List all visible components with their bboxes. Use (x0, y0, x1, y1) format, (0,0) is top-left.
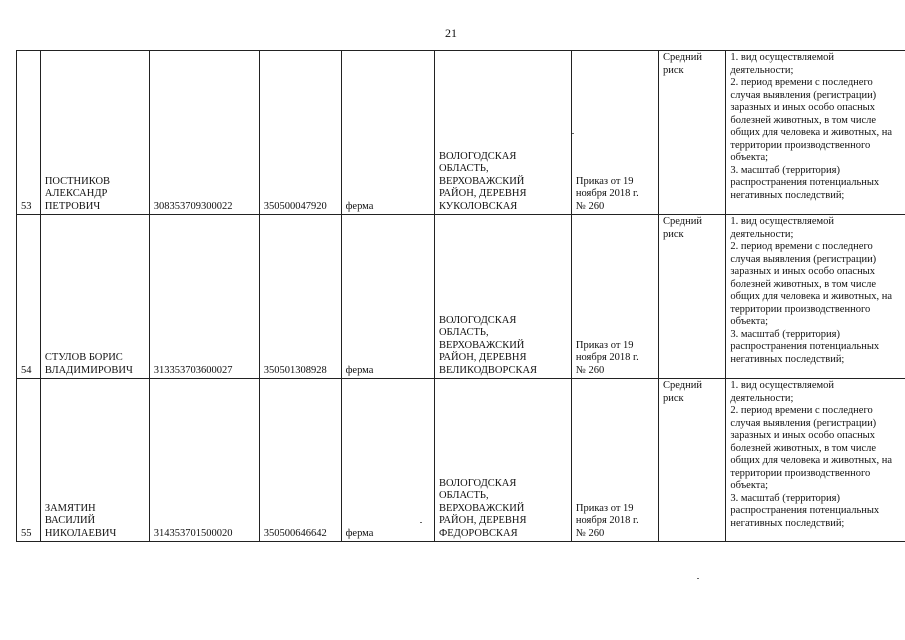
object-type-cell: ферма (341, 215, 434, 379)
entrepreneur-name: ПОСТНИКОВ АЛЕКСАНДР ПЕТРОВИЧ (40, 51, 149, 215)
table-row (17, 215, 905, 379)
risk-criteria-cell: 1. вид осуществляемой деятельности; 2. период времени с последнего случая выявления (регистрации) заразных и иных особо опасных болезней животных, в том числе общих для человека и животных, на территории производственного объекта; 3. масштаб (территория) распространения потенциальных негативных последствий; (726, 215, 905, 379)
address-cell: ВОЛОГОДСКАЯ ОБЛАСТЬ, ВЕРХОВАЖСКИЙ РАЙОН, ДЕРЕВНЯ ВЕЛИКОДВОРСКАЯ (434, 215, 571, 379)
inn-cell: 350501308928 (259, 215, 341, 379)
row-number: 54 (17, 215, 41, 379)
address-cell: ВОЛОГОДСКАЯ ОБЛАСТЬ, ВЕРХОВАЖСКИЙ РАЙОН, ДЕРЕВНЯ КУКОЛОВСКАЯ (434, 51, 571, 215)
inn-cell: 350500047920 (259, 51, 341, 215)
order-cell: Приказ от 19 ноября 2018 г. № 260 (571, 379, 658, 542)
registry-table (16, 50, 905, 542)
page-number: 21 (445, 26, 457, 40)
order-cell: Приказ от 19 ноября 2018 г. № 260 (571, 215, 658, 379)
risk-criteria-cell: 1. вид осуществляемой деятельности; 2. период времени с последнего случая выявления (регистрации) заразных и иных особо опасных болезней животных, в том числе общих для человека и животных, на территории производственного объекта; 3. масштаб (территория) распространения потенциальных негативных последствий; (726, 379, 905, 542)
object-type-cell: ферма (341, 379, 434, 542)
order-cell: Приказ от 19 ноября 2018 г. № 260 (571, 51, 658, 215)
table-row (17, 379, 905, 542)
table-row (17, 51, 905, 215)
scan-speck (697, 578, 699, 579)
risk-category-cell: Средний риск (659, 379, 726, 542)
row-number: 53 (17, 51, 41, 215)
scan-speck (420, 522, 422, 523)
risk-criteria-cell: 1. вид осуществляемой деятельности; 2. период времени с последнего случая выявления (регистрации) заразных и иных особо опасных болезней животных, в том числе общих для человека и животных, на территории производственного объекта; 3. масштаб (территория) распространения потенциальных негативных последствий; (726, 51, 905, 215)
inn-cell: 350500646642 (259, 379, 341, 542)
entrepreneur-name: ЗАМЯТИН ВАСИЛИЙ НИКОЛАЕВИЧ (40, 379, 149, 542)
object-type-cell: ферма (341, 51, 434, 215)
scan-speck (572, 133, 574, 134)
address-cell: ВОЛОГОДСКАЯ ОБЛАСТЬ, ВЕРХОВАЖСКИЙ РАЙОН, ДЕРЕВНЯ ФЕДОРОВСКАЯ (434, 379, 571, 542)
risk-category-cell: Средний риск (659, 51, 726, 215)
row-number: 55 (17, 379, 41, 542)
entrepreneur-name: СТУЛОВ БОРИС ВЛАДИМИРОВИЧ (40, 215, 149, 379)
ogrn-cell: 313353703600027 (149, 215, 259, 379)
ogrn-cell: 314353701500020 (149, 379, 259, 542)
risk-category-cell: Средний риск (659, 215, 726, 379)
ogrn-cell: 308353709300022 (149, 51, 259, 215)
